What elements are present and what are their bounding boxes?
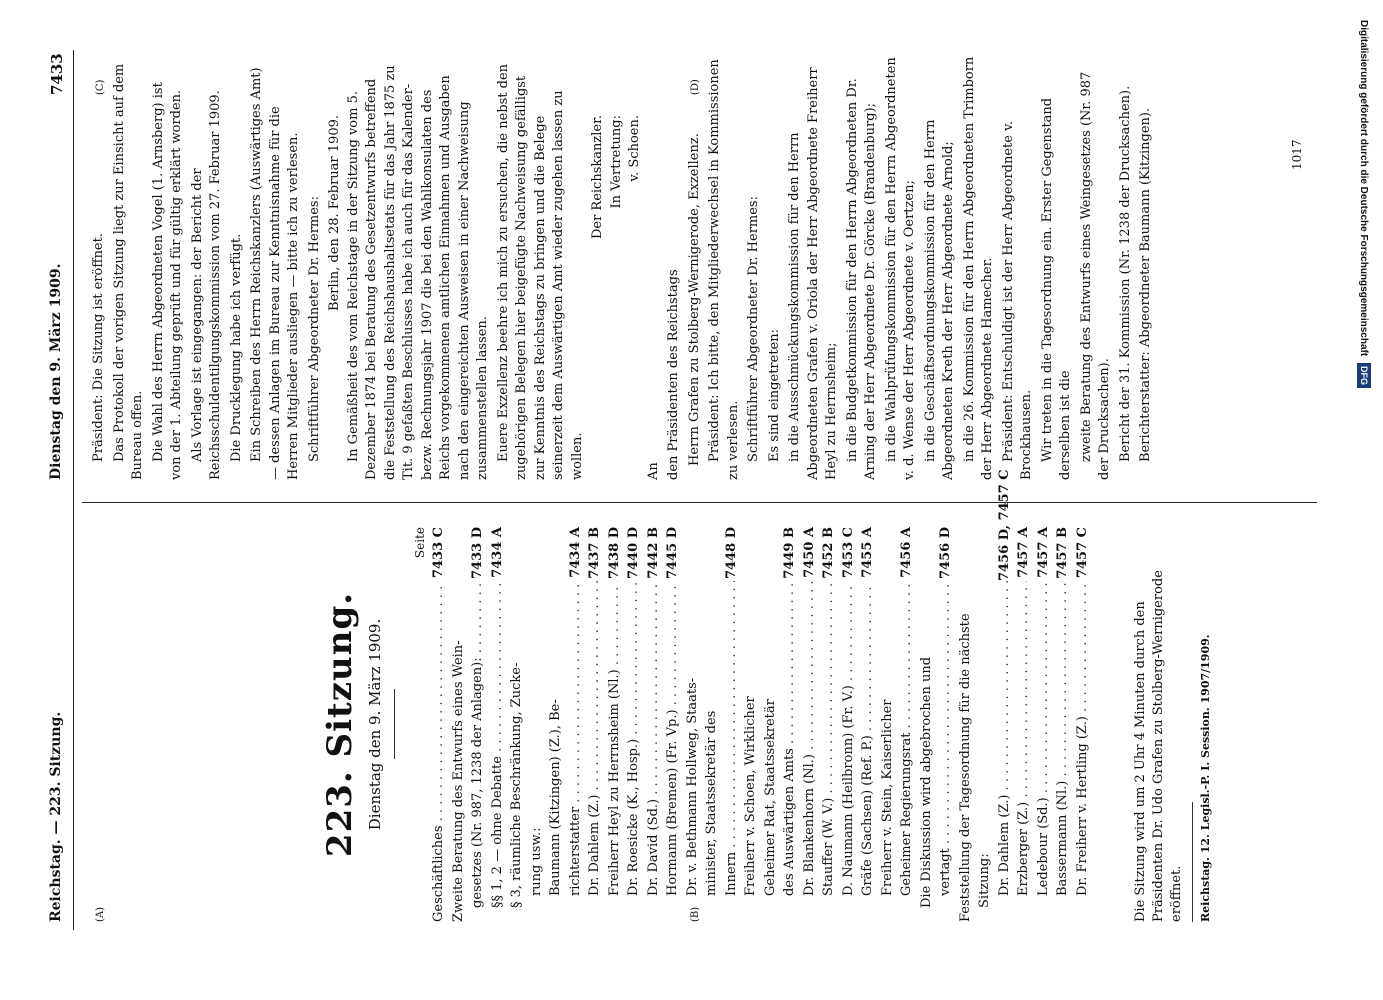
toc-entry-label: Freiherr v. Stein, Kaiserlicher <box>879 699 895 896</box>
toc-row <box>683 527 703 922</box>
table-of-contents <box>429 469 1092 922</box>
header-rule <box>73 50 74 930</box>
toc-row <box>449 527 469 922</box>
toc-entry-label: D. Naumann (Heilbronn) (Fr. V.) . . . <box>839 581 859 922</box>
footer-left: Reichstag. 12. Legisl.-P. I. Session. 1907/1909. <box>1199 634 1212 922</box>
toc-entry-label: Innern . . . <box>722 581 742 922</box>
toc-entry-label: Hormann (Bremen) (Fr. Vp.) . . . <box>663 581 683 922</box>
toc-entry-page: 7438 D <box>606 527 622 579</box>
toc-row <box>878 527 898 922</box>
toc-row <box>429 527 449 922</box>
toc-row <box>839 527 859 922</box>
proceedings-paragraph: Bericht der 31. Kommission (Nr. 1238 der Drucksachen). <box>1117 85 1133 462</box>
margin-mark-a: (A) <box>95 906 106 922</box>
proceedings-paragraph: in die Ausschmückungskommission für den Herrn Abgeordneten Grafen v. Oriola der Herr Abgeordnete Freiherr Heyl zu Herrnsheim; <box>787 67 839 480</box>
toc-entry-page: 7453 C <box>840 527 856 579</box>
toc-entry-page: 7456 D, 7457 C <box>996 469 1012 581</box>
toc-row <box>741 527 761 922</box>
digitization-credit <box>1352 20 1374 480</box>
toc-entry-page: 7450 A <box>801 527 817 578</box>
proceedings-paragraph: in die 26. Kommission für den Herrn Abgeordneten Trimborn der Herr Abgeordnete Hamecher. <box>961 56 995 480</box>
proceedings-paragraph: in die Geschäftsordnungskommission für den Herrn Abgeordneten Kreth der Herr Abgeordnete Arnold; <box>922 119 956 480</box>
toc-entry-page: 7434 A <box>567 527 583 578</box>
toc-row <box>1014 527 1034 922</box>
toc-row <box>585 527 605 922</box>
toc-row <box>702 527 722 922</box>
letter <box>326 55 704 480</box>
proceedings-paragraph: Präsident: Entschuldigt ist der Herr Abgeordnete v. Brockhausen. <box>1000 120 1034 480</box>
toc-row <box>917 527 937 922</box>
toc-entry-page: 7456 A <box>899 527 914 578</box>
toc-entry-label: Baumann (Kitzingen) (Z.), Be- <box>548 699 563 896</box>
letter-body-1: In Gemäßheit des vom Reichstage in der Sitzung vom 5. Dezember 1874 bei Beratung des Gesetzentwurfs betreffend die Feststellung des Reichshaushaltsetats für das Jahr 1875 zu Tit. 9 gefaßten Beschlusses habe ich auch für das Kalender- bezw. Rechnungsjahr 1907 die bei den Wahlkonsulaten des Reichs vorgekommenen amtlichen Einnahmen und Ausgaben nach den eingereichten Ausweisen in einer Nachweisung zusammenstellen lassen. <box>345 65 490 480</box>
toc-entry-page: 7440 D <box>626 527 641 579</box>
proceedings-paragraph: Es sind eingetreten: <box>766 329 782 462</box>
toc-entry-label: Geheimer Regierungsrat . . . <box>897 581 917 922</box>
toc-row <box>780 527 800 922</box>
toc-entry-page: 7433 D <box>470 527 485 579</box>
toc-entry-label: Freiherr Heyl zu Herrnsheim (Nl.) . . . <box>605 581 625 922</box>
toc-entry-label: Geschäftliches . . . <box>429 581 449 922</box>
seite-label: Seite <box>413 527 427 559</box>
toc-entry-label: Dr. v. Bethmann Hollweg, Staats- <box>684 677 700 896</box>
toc-entry-label: Ledebour (Sd.) . . . <box>1034 581 1054 922</box>
toc-entry-label: richterstatter . . . <box>566 581 586 922</box>
toc-row <box>624 527 644 922</box>
letter-signature-3: v. Schoen. <box>627 115 642 182</box>
right-column-intro <box>90 55 324 480</box>
toc-entry-label: Sitzung: <box>977 853 992 908</box>
page-number: 7433 <box>48 53 66 95</box>
toc-entry-label: Dr. Freiherr v. Hertling (Z.) . . . <box>1073 581 1093 922</box>
toc-entry-label: Erzberger (Z.) . . . <box>1014 581 1034 922</box>
toc-row <box>605 527 625 922</box>
toc-row <box>936 527 956 922</box>
toc-entry-page: 7448 D <box>723 527 739 579</box>
toc-entry-label: Dr. Blankenhorn (Nl.) . . . <box>800 581 820 922</box>
proceedings-paragraph: Die Drucklegung habe ich verfügt. <box>228 233 244 462</box>
toc-row <box>507 527 527 922</box>
toc-entry-label: minister, Staatssekretär des <box>704 710 719 896</box>
toc-entry-label: gesetzes (Nr. 987, 1238 der Anlagen): . . . <box>468 581 488 922</box>
toc-row <box>566 527 586 922</box>
toc-row <box>468 527 488 922</box>
toc-entry-page: 7445 D <box>665 527 680 579</box>
letter-body-2: Euere Exzellenz beehre ich mich zu ersuchen, die nebst den zugehörigen Belegen hier beigefügte Nachweisung gefälligst zur Kenntnis des Reichstags zu bringen und die Belege seinerzeit dem Auswärtigen Amt wieder zugehen lassen zu wollen. <box>495 63 585 480</box>
toc-row <box>644 527 664 922</box>
toc-entry-label: Dr. David (Sd.) . . . <box>644 581 664 922</box>
toc-entry-page: 7457 C <box>1074 527 1090 579</box>
toc-row <box>1073 527 1093 922</box>
column-divider <box>82 502 1317 503</box>
proceedings-paragraph: Das Protokoll der vorigen Sitzung liegt zur Einsicht auf dem Bureau offen. <box>111 63 145 480</box>
toc-entry-label: Zweite Beratung des Entwurfs eines Wein- <box>450 640 466 922</box>
toc-row <box>546 527 566 922</box>
toc-row <box>897 527 917 922</box>
toc-row <box>1053 527 1073 922</box>
toc-entry-label: Stauffer (W. V.) . . . <box>819 581 839 922</box>
toc-entry-page: 7433 C <box>431 527 446 579</box>
letter-signature-1: Der Reichskanzler. <box>590 115 605 240</box>
running-header-right: Dienstag den 9. März 1909. <box>48 263 64 480</box>
toc-entry-page: 7457 A <box>1016 527 1031 578</box>
toc-row <box>995 469 1015 922</box>
toc-entry-label: Freiherr v. Schoen, Wirklicher <box>743 696 758 896</box>
toc-row <box>819 527 839 922</box>
credit-text: Digitalisierung gefördert durch die Deutsche Forschungsgemeinschaft <box>1358 20 1369 357</box>
proceedings-paragraph: zweite Beratung des Entwurfs eines Weingesetzes (Nr. 987 der Drucksachen). <box>1078 71 1112 480</box>
toc-entry-label: vertagt . . . <box>936 581 956 922</box>
left-column <box>90 469 1212 922</box>
toc-row <box>663 527 683 922</box>
toc-row <box>858 527 878 922</box>
proceedings-paragraph: Präsident: Die Sitzung ist eröffnet. <box>91 233 106 462</box>
toc-entry-page: 7449 B <box>782 527 797 579</box>
toc-entry-page: 7455 A <box>860 527 875 578</box>
proceedings-paragraph: Präsident: Ich bitte, den Mitgliederwechsel in Kommissionen zu verlesen. <box>707 59 741 480</box>
toc-entry-label: Geheimer Rat, Staatssekretär <box>762 699 778 896</box>
toc-entry-page: 7452 B <box>821 527 836 579</box>
toc-row <box>761 527 781 922</box>
toc-entry-label: rung usw.: <box>528 827 544 896</box>
letter-signature-2: In Vertretung: <box>608 115 624 209</box>
right-column-proceedings <box>706 55 1156 480</box>
title-rule <box>394 690 395 760</box>
session-date: Dienstag den 9. März 1909. <box>366 618 384 831</box>
toc-row <box>800 527 820 922</box>
letter-place-date: Berlin, den 28. Februar 1909. <box>327 115 342 311</box>
opening-statement <box>1132 527 1186 922</box>
toc-entry-page: 7442 B <box>645 527 661 579</box>
proceedings-paragraph: Berichterstatter: Abgeordneter Baumann (Kitzingen). <box>1138 107 1153 462</box>
letter-address-2: den Präsidenten des Reichstags <box>666 269 681 480</box>
margin-mark-b: (B) <box>690 906 701 922</box>
proceedings-paragraph: Schriftführer Abgeordneter Dr. Hermes: <box>306 196 322 462</box>
margin-mark-d: (D) <box>690 79 701 95</box>
session-title: 223. Sitzung. <box>320 591 360 858</box>
footer-right: 1017 <box>1290 139 1304 170</box>
toc-entry-label: Feststellung der Tagesordnung für die nächste <box>957 613 973 922</box>
toc-entry-label: Bassermann (Nl.) . . . <box>1053 581 1073 922</box>
opening-text: Die Sitzung wird um 2 Uhr 4 Minuten durch den Präsidenten Dr. Udo Grafen zu Stolberg-Wernigerode eröffnet. <box>1133 570 1184 922</box>
toc-row <box>488 527 508 922</box>
right-column <box>90 55 1158 480</box>
running-header-left: Reichstag. — 223. Sitzung. <box>48 711 64 922</box>
footer-rule <box>1192 802 1193 922</box>
toc-row <box>1034 527 1054 922</box>
toc-entry-label: des Auswärtigen Amts . . . <box>780 581 800 922</box>
toc-row <box>527 527 547 922</box>
toc-entry-label: § 3, räumliche Beschränkung, Zucke- <box>509 662 524 908</box>
letter-address-1: An <box>645 462 661 480</box>
proceedings-paragraph: Ein Schreiben des Herrn Reichskanzlers (Auswärtiges Amt) — dessen Anlagen im Bureau zur Kenntnisnahme für die Herren Mitglieder ausliegen — bitte ich zu verlesen. <box>249 67 301 480</box>
proceedings-paragraph: in die Wahlprüfungskommission für den Herrn Abgeordneten v. d. Wense der Herr Abgeordnete v. Oertzen; <box>883 57 917 480</box>
toc-entry-label: Gräfe (Sachsen) (Ref. P.) . . . <box>858 581 878 922</box>
proceedings-paragraph: Wir treten in die Tagesordnung ein. Erster Gegenstand derselben ist die <box>1039 97 1073 480</box>
toc-row <box>722 527 742 922</box>
toc-entry-label: §§ 1, 2 — ohne Debatte . . . <box>488 581 508 922</box>
margin-mark-c: (C) <box>95 79 106 95</box>
toc-entry-label: Dr. Dahlem (Z.) . . . <box>585 581 605 922</box>
proceedings-paragraph: Als Vorlage ist eingegangen: der Bericht der Reichsschuldentilgungskommission vom 27. Februar 1909. <box>189 90 223 480</box>
dfg-logo: DFG <box>1357 363 1371 388</box>
proceedings-paragraph: Die Wahl des Herrn Abgeordneten Vogel (1. Arnsberg) ist von der 1. Abteilung geprüft und für gültig erklärt worden. <box>150 82 184 480</box>
letter-address-3: Herrn Grafen zu Stolberg-Wernigerode, Exzellenz. <box>686 133 702 466</box>
toc-row <box>956 527 976 922</box>
toc-entry-page: 7434 A <box>489 527 505 578</box>
proceedings-paragraph: Schriftführer Abgeordneter Dr. Hermes: <box>746 196 761 462</box>
proceedings-paragraph: in die Budgetkommission für den Herrn Abgeordneten Dr. Arning der Herr Abgeordnete Dr. Görcke (Brandenburg); <box>844 78 878 480</box>
toc-entry-label: Dr. Roesicke (K., Hosp.) . . . <box>624 581 644 922</box>
toc-entry-label: Dr. Dahlem (Z.) . . . <box>995 581 1015 922</box>
toc-entry-page: 7437 B <box>587 527 602 579</box>
toc-entry-page: 7456 D <box>938 527 953 579</box>
toc-entry-page: 7457 A <box>1035 527 1051 578</box>
toc-entry-page: 7457 B <box>1055 527 1070 579</box>
toc-entry-label: Die Diskussion wird abgebrochen und <box>918 656 934 908</box>
toc-row <box>975 527 995 922</box>
